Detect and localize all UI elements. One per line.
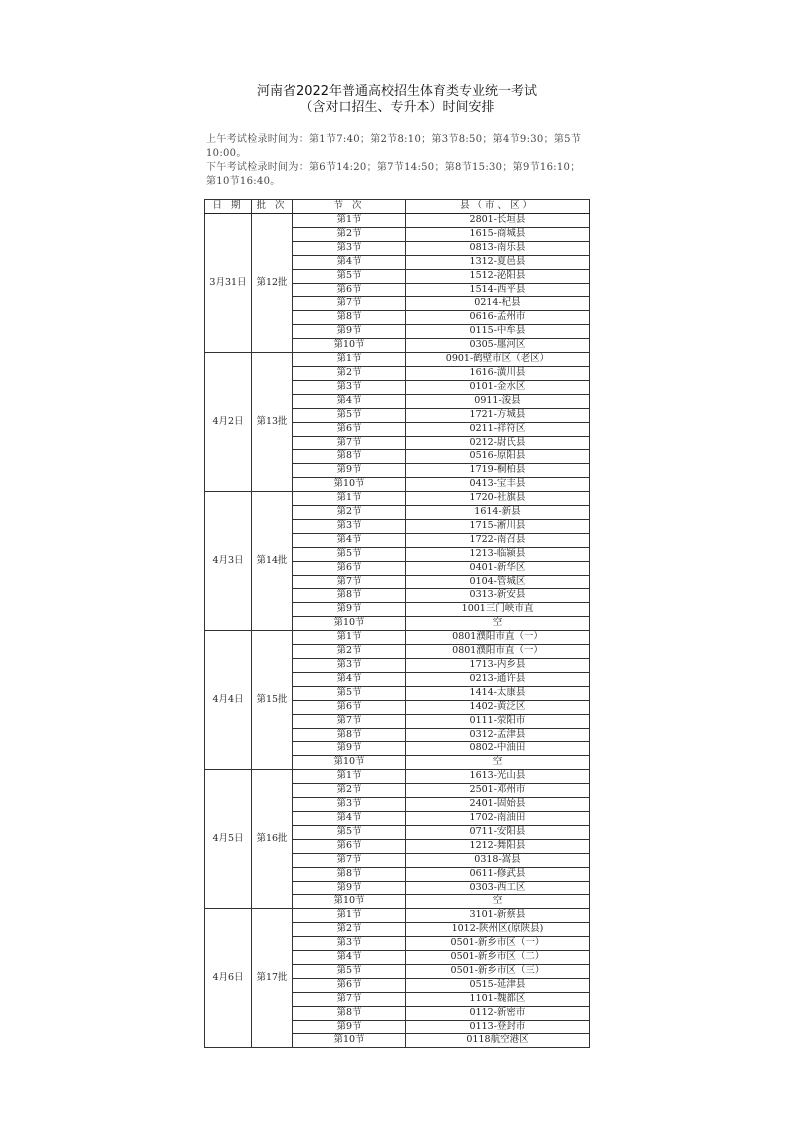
session-cell: 第9节 — [293, 603, 406, 617]
county-cell: 0813-南乐县 — [406, 241, 590, 255]
county-cell: 0118航空港区 — [406, 1034, 590, 1048]
county-cell: 1001三门峡市直 — [406, 603, 590, 617]
session-cell: 第8节 — [293, 1006, 406, 1020]
county-cell: 0911-浚县 — [406, 394, 590, 408]
county-cell: 2401-固始县 — [406, 798, 590, 812]
county-cell: 空 — [406, 756, 590, 770]
county-cell: 1719-桐柏县 — [406, 464, 590, 478]
session-cell: 第8节 — [293, 589, 406, 603]
county-cell: 1514-西平县 — [406, 283, 590, 297]
table-row — [205, 492, 590, 506]
session-cell: 第3节 — [293, 937, 406, 951]
table-row — [205, 353, 590, 367]
date-cell: 4月3日 — [205, 492, 252, 631]
county-cell: 0212-尉氏县 — [406, 436, 590, 450]
session-cell: 第4节 — [293, 533, 406, 547]
county-cell: 0104-管城区 — [406, 575, 590, 589]
date-cell: 4月5日 — [205, 770, 252, 909]
table-row — [205, 770, 590, 784]
county-cell: 0611-修武县 — [406, 867, 590, 881]
session-cell: 第2节 — [293, 366, 406, 380]
session-cell: 第9节 — [293, 325, 406, 339]
county-cell: 1212-舞阳县 — [406, 839, 590, 853]
county-cell: 1613-光山县 — [406, 770, 590, 784]
county-cell: 0616-孟州市 — [406, 311, 590, 325]
session-cell: 第3节 — [293, 241, 406, 255]
session-cell: 第1节 — [293, 492, 406, 506]
session-cell: 第2节 — [293, 506, 406, 520]
county-cell: 0112-新密市 — [406, 1006, 590, 1020]
session-cell: 第7节 — [293, 992, 406, 1006]
county-cell: 0312-孟津县 — [406, 728, 590, 742]
batch-cell: 第15批 — [252, 631, 293, 770]
county-cell: 0501-新乡市区（一） — [406, 937, 590, 951]
table-row — [205, 214, 590, 228]
county-cell: 1312-夏邑县 — [406, 255, 590, 269]
exam-schedule-table — [204, 199, 590, 1048]
header-date: 日 期 — [205, 200, 252, 214]
session-cell: 第1节 — [293, 770, 406, 784]
county-cell: 1722-南召县 — [406, 533, 590, 547]
county-cell: 1614-新县 — [406, 506, 590, 520]
county-cell: 0303-西工区 — [406, 881, 590, 895]
session-cell: 第6节 — [293, 283, 406, 297]
session-cell: 第10节 — [293, 339, 406, 353]
county-cell: 0802-中油田 — [406, 742, 590, 756]
session-cell: 第4节 — [293, 394, 406, 408]
county-cell: 0801濮阳市直（一） — [406, 645, 590, 659]
session-cell: 第4节 — [293, 951, 406, 965]
session-cell: 第8节 — [293, 311, 406, 325]
session-cell: 第1节 — [293, 353, 406, 367]
session-cell: 第7节 — [293, 853, 406, 867]
county-cell: 0501-新乡市区（二） — [406, 951, 590, 965]
session-cell: 第3节 — [293, 798, 406, 812]
table-row — [205, 631, 590, 645]
session-cell: 第8节 — [293, 450, 406, 464]
county-cell: 0501-新乡市区（三） — [406, 964, 590, 978]
batch-cell: 第13批 — [252, 353, 293, 492]
county-cell: 1721-方城县 — [406, 408, 590, 422]
session-cell: 第1节 — [293, 214, 406, 228]
county-cell: 0211-祥符区 — [406, 422, 590, 436]
session-cell: 第9节 — [293, 1020, 406, 1034]
county-cell: 0711-安阳县 — [406, 825, 590, 839]
county-cell: 0413-宝丰县 — [406, 478, 590, 492]
session-cell: 第6节 — [293, 839, 406, 853]
county-cell: 0515-延津县 — [406, 978, 590, 992]
session-cell: 第9节 — [293, 881, 406, 895]
session-cell: 第7节 — [293, 575, 406, 589]
county-cell: 0113-登封市 — [406, 1020, 590, 1034]
session-cell: 第9节 — [293, 742, 406, 756]
county-cell: 0516-原阳县 — [406, 450, 590, 464]
session-cell: 第3节 — [293, 659, 406, 673]
session-cell: 第4节 — [293, 811, 406, 825]
county-cell: 1012-陕州区(原陕县) — [406, 923, 590, 937]
session-cell: 第10节 — [293, 756, 406, 770]
session-cell: 第6节 — [293, 422, 406, 436]
county-cell: 空 — [406, 895, 590, 909]
session-cell: 第8节 — [293, 867, 406, 881]
session-cell: 第10节 — [293, 895, 406, 909]
county-cell: 1402-黄泛区 — [406, 700, 590, 714]
county-cell: 1702-南油田 — [406, 811, 590, 825]
batch-cell: 第14批 — [252, 492, 293, 631]
county-cell: 1101-魏都区 — [406, 992, 590, 1006]
header-session: 节 次 — [293, 200, 406, 214]
batch-cell: 第12批 — [252, 214, 293, 353]
session-cell: 第8节 — [293, 728, 406, 742]
county-cell: 1615-商城县 — [406, 227, 590, 241]
batch-cell: 第16批 — [252, 770, 293, 909]
session-cell: 第4节 — [293, 672, 406, 686]
county-cell: 0401-新华区 — [406, 561, 590, 575]
session-cell: 第6节 — [293, 700, 406, 714]
session-cell: 第2节 — [293, 227, 406, 241]
date-cell: 4月4日 — [205, 631, 252, 770]
county-cell: 1414-太康县 — [406, 686, 590, 700]
session-cell: 第2节 — [293, 923, 406, 937]
morning-checkin-note: 上午考试检录时间为：第1节7:40；第2节8:10；第3节8:50；第4节9:30；第5节10:00。 — [206, 134, 582, 159]
table-header-row — [205, 200, 590, 214]
county-cell: 1213-临颍县 — [406, 547, 590, 561]
session-cell: 第7节 — [293, 297, 406, 311]
session-cell: 第2节 — [293, 784, 406, 798]
session-cell: 第9节 — [293, 464, 406, 478]
county-cell: 0305-廛河区 — [406, 339, 590, 353]
session-cell: 第10节 — [293, 617, 406, 631]
document-subtitle: （含对口招生、专升本）时间安排 — [299, 100, 495, 115]
county-cell: 0313-新安县 — [406, 589, 590, 603]
county-cell: 空 — [406, 617, 590, 631]
county-cell: 0901-鹤壁市区（老区） — [406, 353, 590, 367]
county-cell: 1512-泌阳县 — [406, 269, 590, 283]
session-cell: 第5节 — [293, 269, 406, 283]
county-cell: 0111-荥阳市 — [406, 714, 590, 728]
session-cell: 第6节 — [293, 561, 406, 575]
county-cell: 0101-金水区 — [406, 380, 590, 394]
county-cell: 2501-邓州市 — [406, 784, 590, 798]
header-county: 县（市、区） — [406, 200, 590, 214]
county-cell: 1616-潢川县 — [406, 366, 590, 380]
county-cell: 2801-长垣县 — [406, 214, 590, 228]
afternoon-checkin-note: 下午考试检录时间为：第6节14:20；第7节14:50；第8节15:30；第9节16:10；第10节16:40。 — [206, 162, 581, 187]
session-cell: 第10节 — [293, 478, 406, 492]
checkin-notes — [206, 133, 586, 189]
session-cell: 第5节 — [293, 408, 406, 422]
date-cell: 4月6日 — [205, 909, 252, 1048]
county-cell: 0115-中牟县 — [406, 325, 590, 339]
county-cell: 3101-新蔡县 — [406, 909, 590, 923]
session-cell: 第2节 — [293, 645, 406, 659]
header-batch: 批 次 — [252, 200, 293, 214]
session-cell: 第4节 — [293, 255, 406, 269]
session-cell: 第3节 — [293, 519, 406, 533]
session-cell: 第5节 — [293, 825, 406, 839]
county-cell: 1715-淅川县 — [406, 519, 590, 533]
session-cell: 第6节 — [293, 978, 406, 992]
session-cell: 第5节 — [293, 547, 406, 561]
session-cell: 第3节 — [293, 380, 406, 394]
session-cell: 第7节 — [293, 436, 406, 450]
county-cell: 1720-社旗县 — [406, 492, 590, 506]
session-cell: 第5节 — [293, 686, 406, 700]
session-cell: 第5节 — [293, 964, 406, 978]
table-row — [205, 909, 590, 923]
county-cell: 1713-内乡县 — [406, 659, 590, 673]
batch-cell: 第17批 — [252, 909, 293, 1048]
session-cell: 第1节 — [293, 631, 406, 645]
session-cell: 第10节 — [293, 1034, 406, 1048]
session-cell: 第1节 — [293, 909, 406, 923]
county-cell: 0318-嵩县 — [406, 853, 590, 867]
county-cell: 0214-杞县 — [406, 297, 590, 311]
session-cell: 第7节 — [293, 714, 406, 728]
document-title: 河南省2022年普通高校招生体育类专业统一考试 — [256, 84, 538, 99]
county-cell: 0801濮阳市直（一） — [406, 631, 590, 645]
county-cell: 0213-通许县 — [406, 672, 590, 686]
date-cell: 3月31日 — [205, 214, 252, 353]
date-cell: 4月2日 — [205, 353, 252, 492]
